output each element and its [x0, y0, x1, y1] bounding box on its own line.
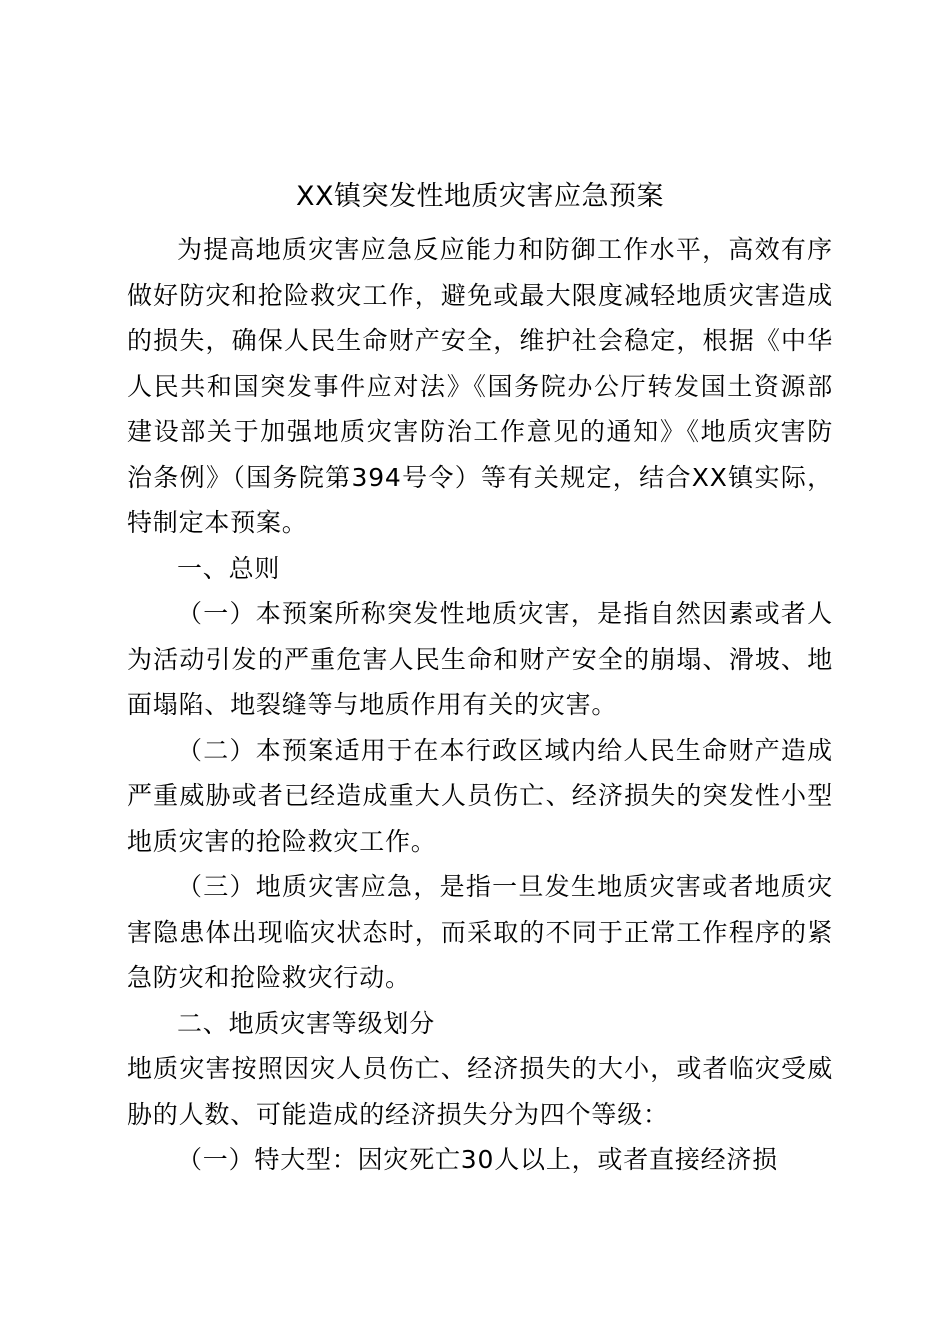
grading-item-1: （一）特大型：因灾死亡30人以上，或者直接经济损 — [177, 1145, 779, 1174]
document-body — [127, 175, 833, 1183]
section-heading-general: 一、总则 — [177, 553, 281, 583]
document-title: XX镇突发性地质灾害应急预案 — [296, 181, 664, 212]
intro-paragraph: 为提高地质灾害应急反应能力和防御工作水平，高效有序做好防灾和抢险救灾工作，避免或最大限度减轻地质灾害造成的损失，确保人民生命财产安全，维护社会稳定，根据《中华人民共和国突发事件应对法》《国务院办公厅转发国土资源部建设部关于加强地质灾害防治工作意见的通知》《地质灾害防治条例》（国务院第394号令）等有关规定，结合XX镇实际，特制定本预案。 — [127, 235, 833, 537]
general-item-2: （二）本预案适用于在本行政区域内给人民生命财产造成严重威胁或者已经造成重大人员伤亡、经济损失的突发性小型地质灾害的抢险救灾工作。 — [127, 735, 833, 856]
section-heading-grading: 二、地质灾害等级划分 — [177, 1008, 436, 1038]
general-item-1: （一）本预案所称突发性地质灾害，是指自然因素或者人为活动引发的严重危害人民生命和财产安全的崩塌、滑坡、地面塌陷、地裂缝等与地质作用有关的灾害。 — [127, 599, 833, 719]
general-item-3: （三）地质灾害应急，是指一旦发生地质灾害或者地质灾害隐患体出现临灾状态时，而采取的不同于正常工作程序的紧急防灾和抢险救灾行动。 — [127, 872, 833, 992]
grading-intro-paragraph: 地质灾害按照因灾人员伤亡、经济损失的大小，或者临灾受威胁的人数、可能造成的经济损失分为四个等级： — [127, 1054, 833, 1129]
